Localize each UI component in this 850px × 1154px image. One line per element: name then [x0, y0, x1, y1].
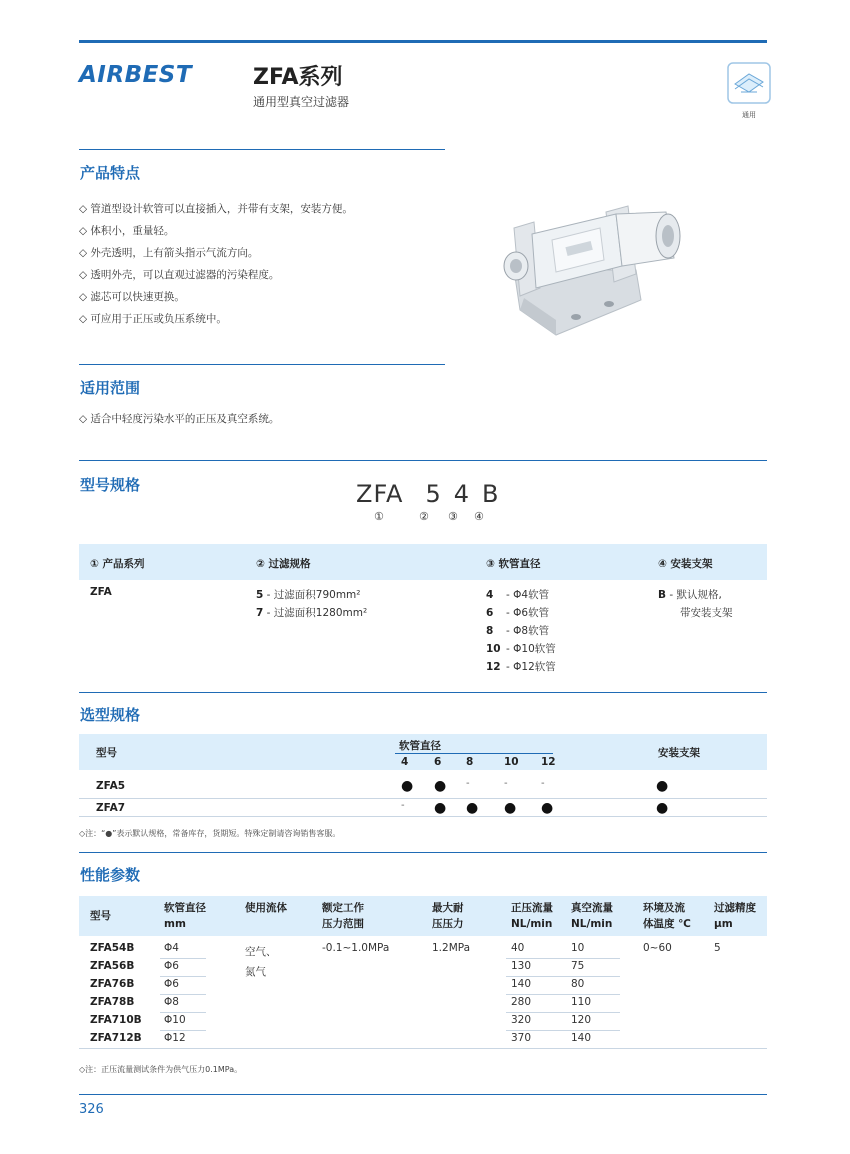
sel-hdr-bracket: 安装支架: [658, 747, 700, 759]
perf-hdr-tube: 软管直径 mm: [164, 902, 206, 930]
scope-title: 适用范围: [80, 379, 141, 397]
sel-hdr-tube: 软管直径: [399, 740, 441, 752]
footer-rule: [79, 1094, 767, 1095]
series-title: ZFA系列: [253, 65, 343, 90]
sel-size-4: 4: [401, 756, 409, 768]
perf-hdr-fluid: 使用流体: [245, 902, 287, 914]
filter-item: 5 - 过滤面积790mm²: [256, 589, 361, 601]
code-num-4: ④: [474, 510, 484, 523]
perf-cell-divider: [160, 976, 206, 977]
perf-hdr-model: 型号: [90, 910, 111, 922]
perf-row-model: ZFA76B: [90, 978, 135, 990]
tube-list: [486, 586, 556, 676]
code-series: ZFA: [356, 480, 404, 508]
selection-title: 选型规格: [80, 706, 141, 724]
hdr-bracket: ④ 安装支架: [658, 558, 713, 570]
code-num-2: ②: [419, 510, 429, 523]
filter-list: [256, 586, 367, 622]
perf-cell-divider: [506, 1012, 620, 1013]
perf-precision: 5: [714, 942, 721, 954]
features-rule: [79, 149, 445, 150]
perf-row-pos: 370: [511, 1032, 532, 1044]
features-title: 产品特点: [80, 164, 141, 182]
perf-pressure: -0.1~1.0MPa: [322, 942, 390, 954]
sel-size-8: 8: [466, 756, 474, 768]
perf-row-tube: Φ8: [164, 996, 179, 1008]
tube-item: 8 - Φ8软管: [486, 625, 550, 637]
series-value: ZFA: [90, 586, 112, 598]
sel-mark: -: [466, 778, 470, 789]
performance-title: 性能参数: [80, 866, 141, 884]
perf-cell-divider: [506, 994, 620, 995]
perf-row-tube: Φ4: [164, 942, 179, 954]
sel-size-6: 6: [434, 756, 442, 768]
sel-row-model: ZFA7: [96, 802, 126, 814]
perf-hdr-pos: 正压流量 NL/min: [511, 902, 553, 930]
perf-hdr-precision: 过滤精度 μm: [714, 902, 756, 930]
selection-note: ◇注：“●”表示默认规格，常备库存，货期短。特殊定制请咨询销售客服。: [79, 829, 341, 838]
sel-mark: ●: [401, 778, 414, 794]
perf-cell-divider: [160, 994, 206, 995]
sel-row-divider: [79, 798, 767, 799]
scope-rule: [79, 364, 445, 365]
general-use-badge: [727, 62, 771, 118]
perf-row-pos: 40: [511, 942, 525, 954]
code-bracket: B: [482, 480, 500, 508]
perf-cell-divider: [506, 1030, 620, 1031]
sel-hdr-model: 型号: [96, 747, 117, 759]
scope-text: ◇ 适合中轻度污染水平的正压及真空系统。: [79, 413, 280, 425]
tube-item: 12 - Φ12软管: [486, 661, 556, 673]
perf-cell-divider: [160, 1012, 206, 1013]
perf-row-vac: 140: [571, 1032, 592, 1044]
perf-bottom-rule: [79, 1048, 767, 1049]
filter-item: 7 - 过滤面积1280mm²: [256, 607, 368, 619]
bracket-desc: B - 默认规格, 带安装支架: [658, 589, 733, 619]
perf-row-pos: 280: [511, 996, 532, 1008]
badge-label: 通用: [742, 111, 756, 119]
feature-item: ◇ 滤芯可以快速更换。: [79, 291, 185, 303]
features-list: [79, 198, 479, 330]
code-tube: 4: [453, 480, 471, 508]
perf-row-model: ZFA78B: [90, 996, 135, 1008]
tube-item: 4 - Φ4软管: [486, 589, 550, 601]
sel-bracket-mark: ●: [656, 778, 669, 794]
sel-mark: ●: [466, 800, 479, 816]
perf-cell-divider: [160, 958, 206, 959]
series-subtitle: 通用型真空过滤器: [253, 95, 350, 109]
top-rule: [79, 40, 767, 43]
page-number: 326: [79, 1102, 104, 1117]
model-title: 型号规格: [80, 476, 141, 494]
perf-hdr-max: 最大耐 压压力: [432, 902, 464, 930]
perf-row-model: ZFA56B: [90, 960, 135, 972]
sel-hdr-underline: [395, 753, 553, 754]
sel-mark: ●: [504, 800, 517, 816]
perf-row-model: ZFA54B: [90, 942, 135, 954]
model-rule: [79, 460, 767, 461]
perf-row-tube: Φ6: [164, 960, 179, 972]
perf-row-tube: Φ6: [164, 978, 179, 990]
perf-hdr-vac: 真空流量 NL/min: [571, 902, 613, 930]
perf-hdr-temp: 环境及流 体温度 ℃: [643, 902, 691, 930]
perf-row-tube: Φ12: [164, 1032, 186, 1044]
code-num-3: ③: [448, 510, 458, 523]
perf-row-vac: 75: [571, 960, 585, 972]
perf-row-pos: 130: [511, 960, 532, 972]
sel-mark: -: [541, 778, 545, 789]
hdr-filter: ② 过滤规格: [256, 558, 311, 570]
tube-item: 6 - Φ6软管: [486, 607, 550, 619]
perf-row-vac: 110: [571, 996, 592, 1008]
sel-mark: ●: [434, 800, 447, 816]
selection-rule: [79, 692, 767, 693]
sel-size-12: 12: [541, 756, 556, 768]
sel-size-10: 10: [504, 756, 519, 768]
perf-cell-divider: [160, 1030, 206, 1031]
sel-bracket-mark: ●: [656, 800, 669, 816]
performance-note: ◇注：正压流量测试条件为供气压力0.1MPa。: [79, 1065, 243, 1074]
product-image: [496, 200, 688, 340]
perf-row-vac: 10: [571, 942, 585, 954]
perf-temperature: 0~60: [643, 942, 672, 954]
perf-row-pos: 320: [511, 1014, 532, 1026]
sel-mark: -: [504, 778, 508, 789]
perf-fluid: 空气、 氮气: [245, 946, 277, 978]
perf-row-vac: 80: [571, 978, 585, 990]
perf-max-pressure: 1.2MPa: [432, 942, 471, 954]
performance-rule: [79, 852, 767, 853]
sel-mark: -: [401, 800, 405, 811]
code-filter: 5: [425, 480, 442, 508]
perf-row-model: ZFA712B: [90, 1032, 142, 1044]
perf-cell-divider: [506, 958, 620, 959]
code-num-1: ①: [374, 510, 384, 523]
perf-cell-divider: [506, 976, 620, 977]
hdr-series: ① 产品系列: [90, 558, 145, 570]
perf-row-pos: 140: [511, 978, 532, 990]
hdr-tube: ③ 软管直径: [486, 558, 541, 570]
feature-item: ◇ 管道型设计软管可以直接插入，并带有支架，安装方便。: [79, 203, 353, 215]
perf-hdr-pressure: 额定工作 压力范围: [322, 902, 364, 930]
feature-item: ◇ 外壳透明，上有箭头指示气流方向。: [79, 247, 259, 259]
feature-item: ◇ 透明外壳，可以直观过滤器的污染程度。: [79, 269, 280, 281]
tube-item: 10 - Φ10软管: [486, 643, 556, 655]
brand-logo: AIRBEST: [79, 62, 193, 88]
perf-row-tube: Φ10: [164, 1014, 186, 1026]
sel-row-model: ZFA5: [96, 780, 126, 792]
sel-row-divider: [79, 816, 767, 817]
sel-mark: ●: [434, 778, 447, 794]
model-code: [356, 480, 500, 508]
perf-row-vac: 120: [571, 1014, 592, 1026]
general-use-icon: [727, 62, 771, 104]
sel-mark: ●: [541, 800, 554, 816]
feature-item: ◇ 体积小，重量轻。: [79, 225, 175, 237]
perf-row-model: ZFA710B: [90, 1014, 142, 1026]
feature-item: ◇ 可应用于正压或负压系统中。: [79, 313, 227, 325]
